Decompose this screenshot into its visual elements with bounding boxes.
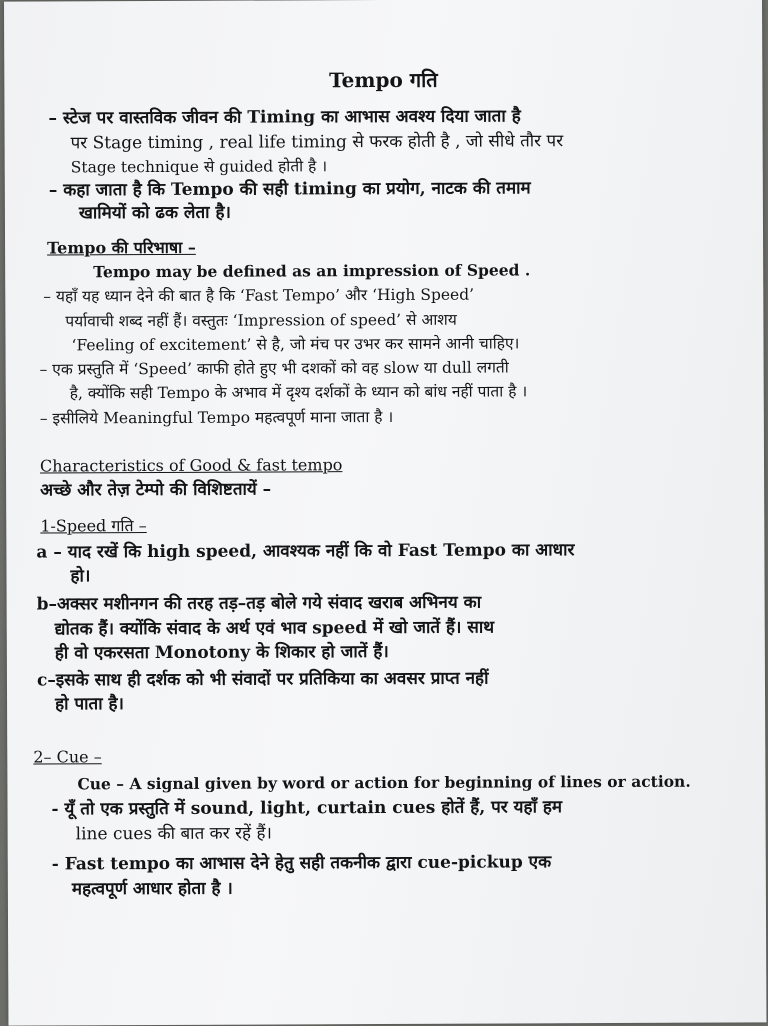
definition-line-2: पर्यावाची शब्द नहीं हैं। वस्तुतः ‘Impression of speed’ से आशय [65, 310, 457, 331]
document-page [4, 0, 766, 1026]
definition-line-4: – एक प्रस्तुति में ‘Speed’ काफी होते हुए भी दशकों को वह slow या dull लगती [39, 358, 509, 379]
definition-line-5: है, क्योंकि सही Tempo के अभाव में दृश्य दर्शकों के ध्यान को बांध नहीं पाता है । [69, 382, 528, 403]
cue-line-4: महत्वपूर्ण आधार होता है । [71, 878, 233, 900]
cue-line-1: - यूँ तो एक प्रस्तुति में sound, light, curtain cues होतें हैं, पर यहाँ हम [51, 797, 563, 820]
speed-heading: 1-Speed गति – [40, 516, 147, 536]
speed-point-b-line-1: b–अक्सर मशीनगन की तरह तड़–तड़ बोले गये संवाद खराब अभिनय का [36, 592, 482, 615]
intro-line-4: – कहा जाता है कि Tempo की सही timing का प्रयोग, नाटक की तमाम [48, 178, 531, 201]
cue-heading: 2– Cue – [33, 747, 102, 767]
cue-definition: Cue – A signal given by word or action for beginning of lines or action. [77, 771, 691, 794]
definition-heading: Tempo की परिभाषा – [47, 237, 196, 258]
speed-point-a-line-1: a – याद रखें कि high speed, आवश्यक नहीं कि वो Fast Tempo का आधार [36, 540, 575, 563]
speed-point-a-line-2: हो। [70, 566, 91, 587]
speed-point-c-line-1: c–इसके साथ ही दर्शक को भी संवादों पर प्रतिकिया का अवसर प्राप्त नहीं [36, 668, 489, 691]
speed-point-c-line-2: हो पाता है। [55, 694, 125, 715]
intro-line-1: – स्टेज पर वास्तविक जीवन की Timing का आभास अवश्य दिया जाता है [48, 106, 521, 129]
speed-point-b-line-2: द्योतक हैं। क्योंकि संवाद के अर्थ एवं भाव speed में खो जातें हैं। साथ [54, 617, 495, 640]
characteristics-heading-hi: अच्छे और तेज़ टेम्पो की विशिष्टतायें – [40, 479, 272, 501]
speed-point-b-line-3: ही वो एकरसता Monotony के शिकार हो जातें हैं। [54, 641, 389, 664]
definition-line-3: ‘Feeling of excitement’ से है, जो मंच पर उभर कर सामने आनी चाहिए। [71, 334, 520, 355]
cue-line-3: - Fast tempo का आभास देने हेतु सही तकनीक द्वारा cue-pickup एक [51, 852, 552, 875]
definition-statement: Tempo may be defined as an impression of Speed . [93, 260, 531, 282]
characteristics-heading-en: Characteristics of Good & fast tempo [39, 455, 343, 476]
page-title: Tempo गति [328, 67, 438, 93]
intro-line-2: पर Stage timing , real life timing से फरक होती है , जो सीधे तौर पर [70, 131, 564, 154]
intro-line-3: Stage technique से guided होती है । [70, 157, 328, 177]
definition-line-6: – इसीलिये Meaningful Tempo महत्वपूर्ण माना जाता है । [39, 407, 394, 428]
cue-line-2: line cues की बात कर रहें हैं। [75, 823, 272, 845]
definition-line-1: – यहाँ यह ध्यान देने की बात है कि ‘Fast Tempo’ और ‘High Speed’ [43, 285, 475, 306]
intro-line-5: खामियों को ढक लेता है। [78, 202, 231, 224]
